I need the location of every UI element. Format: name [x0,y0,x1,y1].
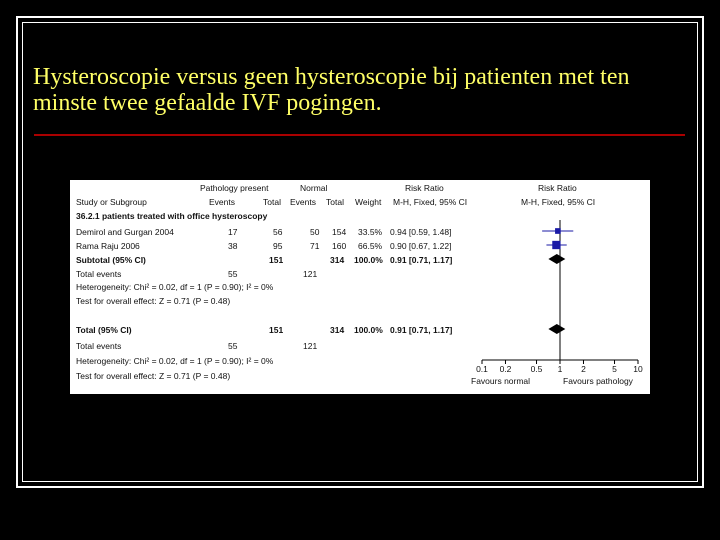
study-events-1: 17 [228,227,238,237]
x-axis-tick-label: 1 [557,364,563,374]
total-events-1: 55 [228,341,238,351]
subtotal-ci: 0.91 [0.71, 1.17] [390,255,453,265]
study-ci: 0.90 [0.67, 1.22] [390,241,452,251]
subtotal-events-label: Total events [76,269,122,279]
col-total-2: Total [326,197,344,207]
col-study: Study or Subgroup [76,197,147,207]
x-axis-tick-label: 2 [581,364,586,374]
study-events-2: 71 [310,241,320,251]
subtotal-total-1: 151 [269,255,284,265]
header-experimental-group: Pathology present [200,183,269,193]
study-total-2: 160 [332,241,347,251]
slide-title: Hysteroscopie versus geen hysteroscopie bij patienten met ten minste twee gefaalde IVF pogingen. [33,64,630,116]
subtotal-heterogeneity: Heterogeneity: Chi² = 0.02, df = 1 (P = 0.90); I² = 0% [76,282,274,292]
subtotal-weight: 100.0% [354,255,383,265]
x-axis-tick-label: 10 [633,364,643,374]
forest-plot-image [70,180,650,394]
col-ci: M-H, Fixed, 95% CI [393,197,468,207]
subtotal-events-2: 121 [303,269,318,279]
col-events-2: Events [290,197,316,207]
subtotal-total-2: 314 [330,255,345,265]
col-total-1: Total [263,197,281,207]
x-axis-tick-label: 5 [612,364,617,374]
study-name: Demirol and Gurgan 2004 [76,227,174,237]
col-plot-ci: M-H, Fixed, 95% CI [521,197,596,207]
forest-plot-graphic [70,180,650,394]
study-total-1: 56 [273,227,283,237]
title-underline [34,134,685,136]
x-axis-tick-label: 0.2 [499,364,512,374]
study-ci: 0.94 [0.59, 1.48] [390,227,452,237]
header-control-group: Normal [300,183,328,193]
study-events-1: 38 [228,241,238,251]
x-axis-tick-label: 0.5 [530,364,543,374]
subtotal-label: Subtotal (95% CI) [76,255,146,265]
total-diamond [548,324,565,334]
favours-right-label: Favours pathology [563,376,633,386]
subgroup-heading: 36.2.1 patients treated with office hysteroscopy [76,211,268,221]
study-events-2: 50 [310,227,320,237]
study-total-1: 95 [273,241,283,251]
total-events-label: Total events [76,341,122,351]
col-events-1: Events [209,197,235,207]
total-heterogeneity: Heterogeneity: Chi² = 0.02, df = 1 (P = 0.90); I² = 0% [76,356,274,366]
header-risk-ratio-plot: Risk Ratio [538,183,577,193]
study-total-2: 154 [332,227,347,237]
study-name: Rama Raju 2006 [76,241,140,251]
total-events-2: 121 [303,341,318,351]
study-point-marker [555,228,561,234]
favours-left-label: Favours normal [471,376,531,386]
subtotal-overall-effect: Test for overall effect: Z = 0.71 (P = 0.48) [76,296,231,306]
subtotal-events-1: 55 [228,269,238,279]
header-risk-ratio: Risk Ratio [405,183,444,193]
col-weight: Weight [355,197,382,207]
study-weight: 66.5% [358,241,383,251]
total-total-2: 314 [330,325,345,335]
total-overall-effect: Test for overall effect: Z = 0.71 (P = 0.48) [76,371,231,381]
total-weight: 100.0% [354,325,383,335]
x-axis-tick-label: 0.1 [476,364,488,374]
study-point-marker [552,241,560,249]
total-label: Total (95% CI) [76,325,132,335]
subtotal-diamond [548,254,565,264]
study-weight: 33.5% [358,227,383,237]
total-total-1: 151 [269,325,284,335]
total-ci: 0.91 [0.71, 1.17] [390,325,453,335]
